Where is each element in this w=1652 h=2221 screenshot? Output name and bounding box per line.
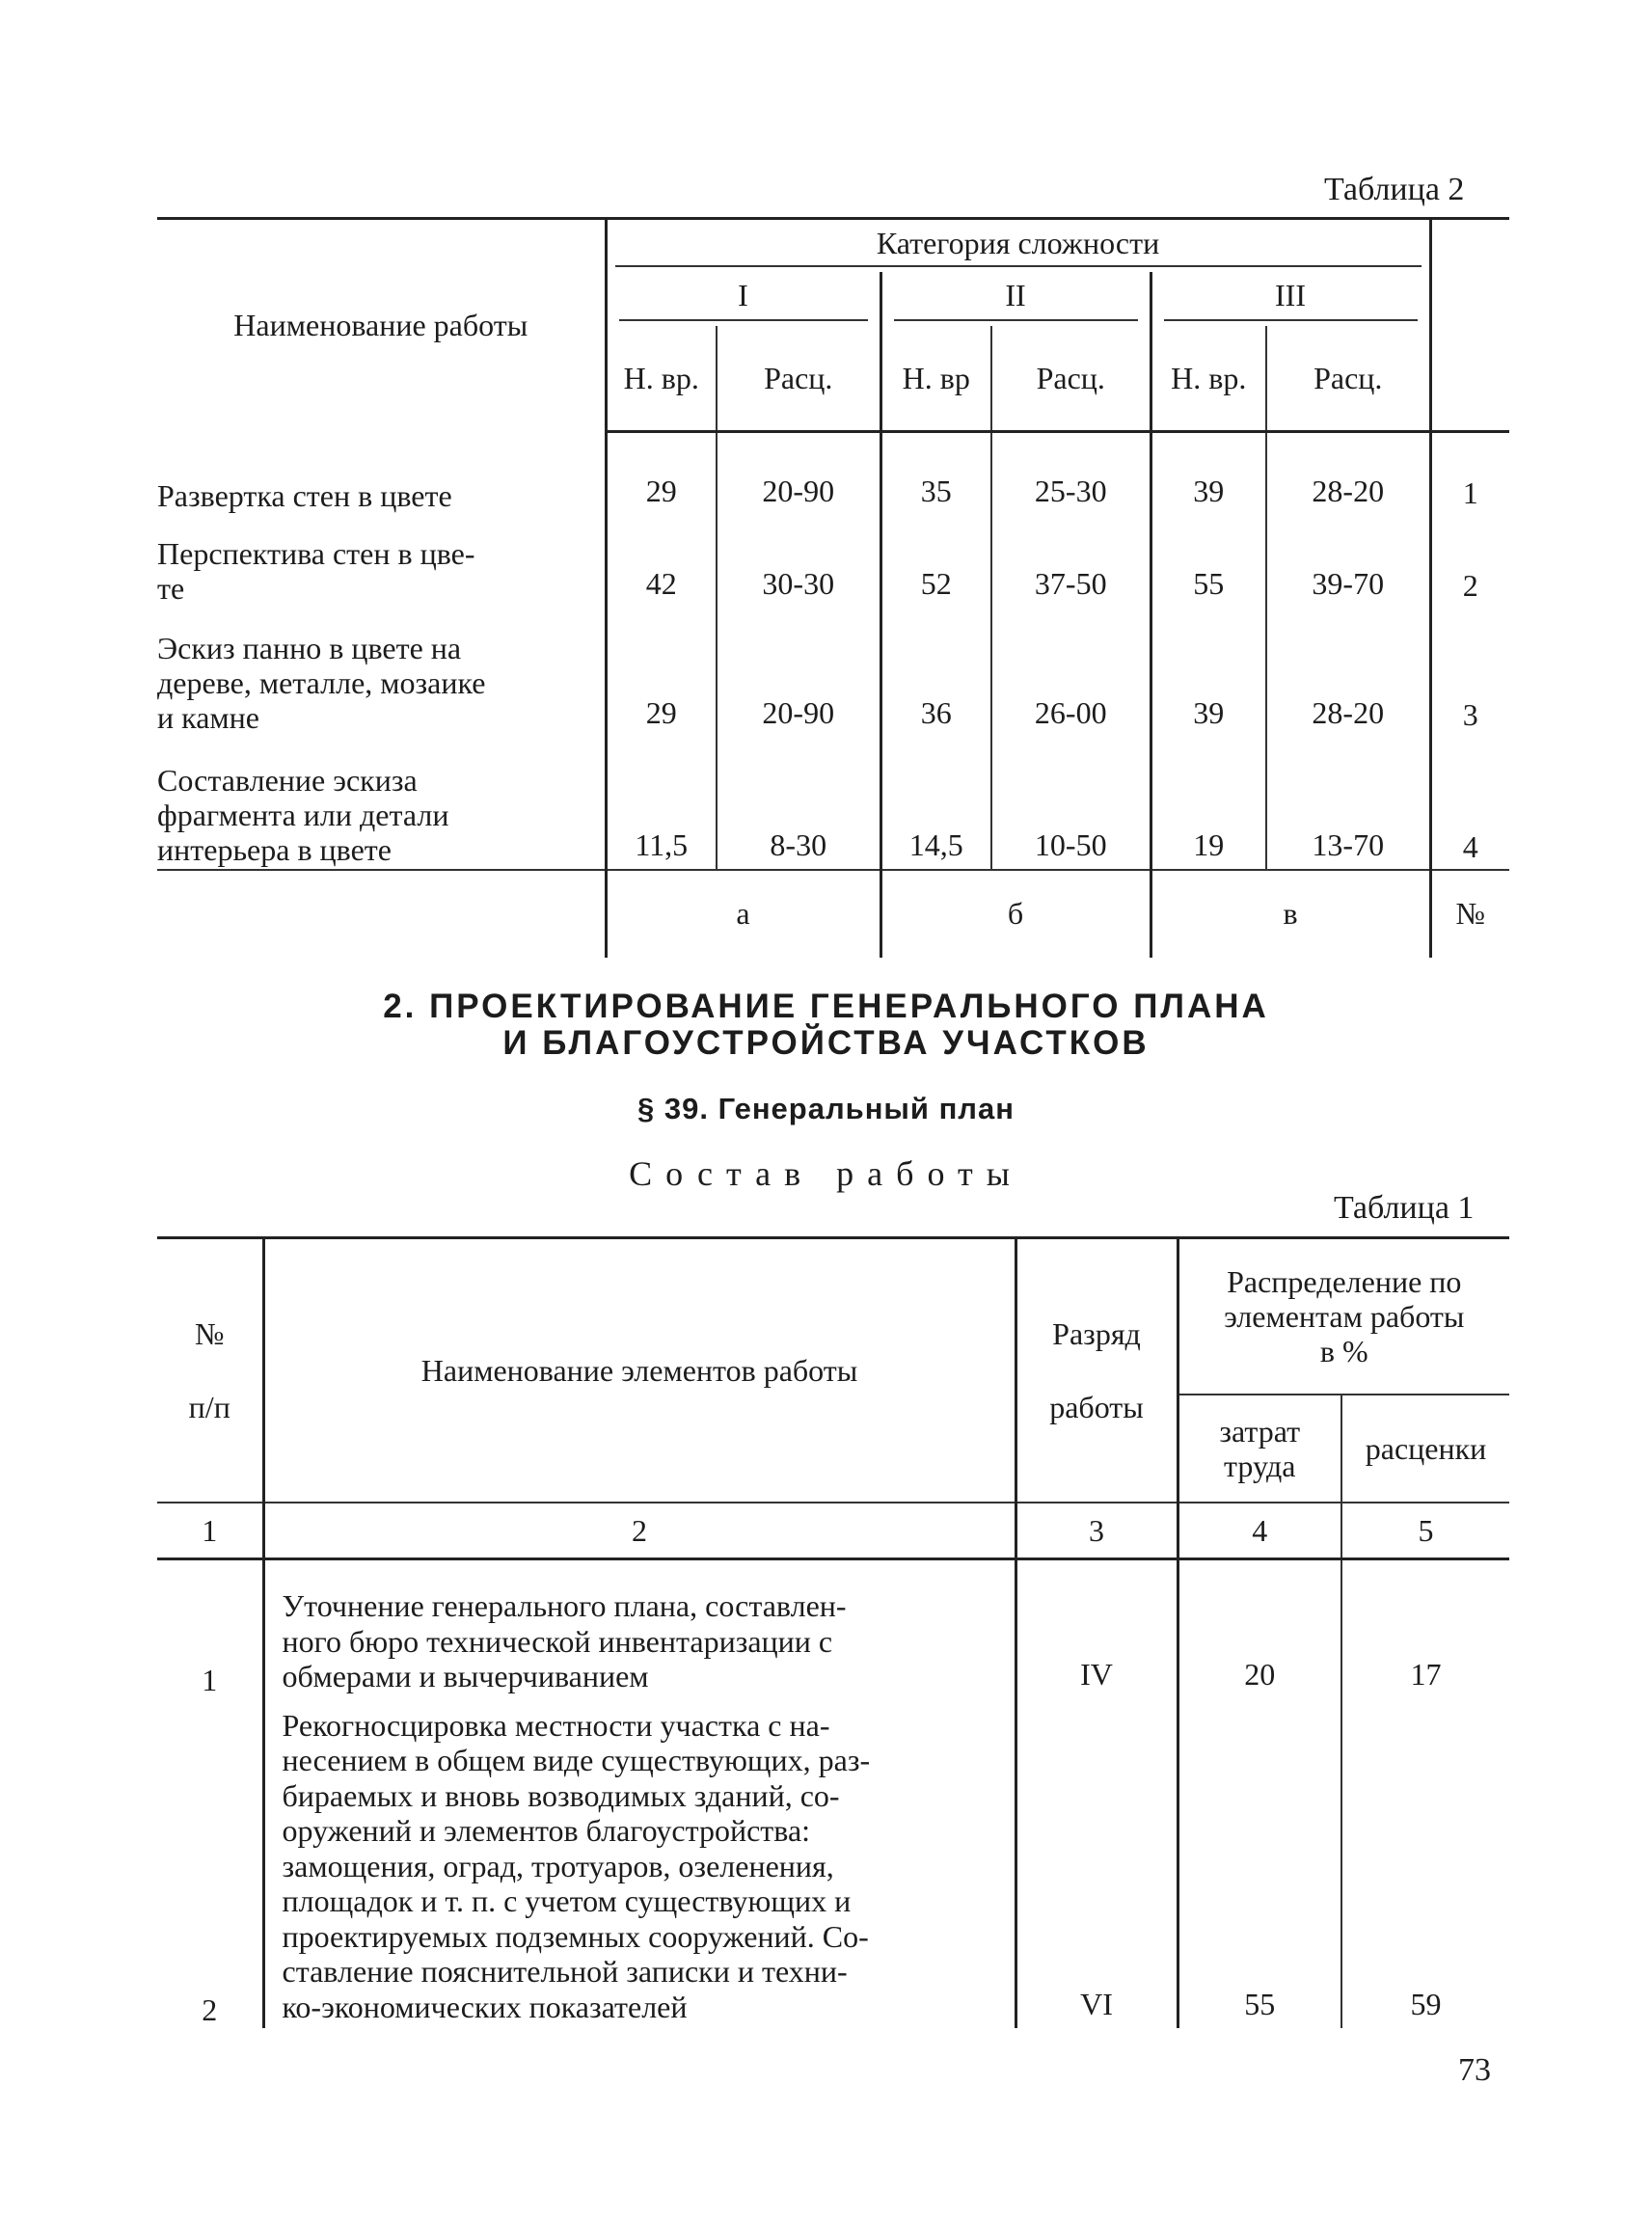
- table-2-row-index: 1: [1430, 432, 1509, 515]
- table-2-row-index: 2: [1430, 515, 1509, 608]
- table-2-row-name: Развертка стен в цвете: [157, 477, 452, 513]
- table-2-cell: 55: [1151, 515, 1266, 608]
- table-2-cell: 11,5: [606, 737, 717, 870]
- table-2-footer-label: в: [1151, 870, 1430, 958]
- table-2-cell: 35: [880, 432, 991, 515]
- table-1-row-rate: 59: [1341, 1698, 1509, 2029]
- table-2-cell: 20-90: [717, 608, 880, 737]
- table-2: [157, 217, 1509, 958]
- table-2-cell: 29: [606, 608, 717, 737]
- table-2-row-name: Эскиз панно в цвете на дереве, металле, мозаике и камне: [157, 630, 486, 735]
- table-1-row-rate: 17: [1341, 1559, 1509, 1698]
- table-1-row-name: Рекогносцировка местности участка с на- несением в общем виде существующих, раз- бираемых и вновь возводимых зданий, со- oружений и элементов благоустройства: замощения, оград, тротуаров, озеленения, площадок и т. п. с учетом существующих и проектируемых подземных сооружений. Со- ставление пояснительной записки и техни- ко-экономических показателей: [263, 1698, 1016, 2029]
- table-1-row-grade: IV: [1016, 1559, 1178, 1698]
- table-2-cell: 39: [1151, 432, 1266, 515]
- table-2-cell: 28-20: [1266, 608, 1430, 737]
- section-title: 2. ПРОЕКТИРОВАНИЕ ГЕНЕРАЛЬНОГО ПЛАНА И БЛАГОУСТРОЙСТВА УЧАСТКОВ: [383, 988, 1269, 1062]
- table-2-cell: 52: [880, 515, 991, 608]
- table-2-category-header: Категория сложности: [606, 219, 1430, 273]
- table-1-row-labor: 20: [1178, 1559, 1341, 1698]
- table-2-subheader: Расц.: [717, 326, 880, 432]
- table-1-distribution-header: Распределение по элементам работы в %: [1178, 1238, 1509, 1395]
- table-2-category-i: I: [606, 272, 880, 326]
- table-row: [157, 432, 1509, 515]
- table-1-column-number: 4: [1178, 1503, 1341, 1559]
- table-1-column-number: 5: [1341, 1503, 1509, 1559]
- table-row: [157, 1698, 1509, 2029]
- table-1-rate-header: расценки: [1341, 1395, 1509, 1503]
- page-number: 73: [1458, 2052, 1491, 2088]
- table-2-index-header: [1430, 219, 1509, 432]
- table-2-footer-label: №: [1430, 870, 1509, 958]
- table-2-row-index: 3: [1430, 608, 1509, 737]
- table-1-column-number: 2: [263, 1503, 1016, 1559]
- table-row: [157, 515, 1509, 608]
- table-2-footer-label: б: [880, 870, 1151, 958]
- table-2-category-iii: III: [1151, 272, 1430, 326]
- table-2-row-index: 4: [1430, 737, 1509, 870]
- table-2-name-header: Наименование работы: [157, 219, 606, 432]
- table-2-cell: 14,5: [880, 737, 991, 870]
- paragraph-title: § 39. Генеральный план: [637, 1092, 1015, 1125]
- table-1: [157, 1236, 1509, 2028]
- table-2-cell: 10-50: [991, 737, 1151, 870]
- table-1-row-grade: VI: [1016, 1698, 1178, 2029]
- table-2-caption: Таблица 2: [1324, 172, 1465, 207]
- table-2-category-ii: II: [880, 272, 1151, 326]
- table-row: [157, 608, 1509, 737]
- table-2-footer-label: а: [606, 870, 880, 958]
- table-2-cell: 42: [606, 515, 717, 608]
- table-2-subheader: Н. вр.: [1151, 326, 1266, 432]
- table-2-cell: 39: [1151, 608, 1266, 737]
- table-1-name-header: Наименование элементов работы: [263, 1238, 1016, 1503]
- table-1-row-labor: 55: [1178, 1698, 1341, 2029]
- table-2-cell: 29: [606, 432, 717, 515]
- table-1-grade-header: Разряд работы: [1016, 1238, 1178, 1503]
- table-2-cell: 20-90: [717, 432, 880, 515]
- table-1-caption: Таблица 1: [1334, 1190, 1475, 1226]
- table-row: [157, 1559, 1509, 1698]
- table-2-cell: 19: [1151, 737, 1266, 870]
- table-2-cell: 36: [880, 608, 991, 737]
- table-1-row-num: 2: [202, 1992, 218, 2027]
- table-2-cell: 28-20: [1266, 432, 1430, 515]
- table-2-footer-spacer: [157, 870, 606, 958]
- table-2-row-name: Составление эскиза фрагмента или детали интерьера в цвете: [157, 737, 606, 870]
- table-2-cell: 37-50: [991, 515, 1151, 608]
- table-1-row-num: 1: [202, 1662, 218, 1697]
- table-2-subheader: Н. вр.: [606, 326, 717, 432]
- table-2-cell: 25-30: [991, 432, 1151, 515]
- table-2-cell: 8-30: [717, 737, 880, 870]
- table-1-column-number: 3: [1016, 1503, 1178, 1559]
- table-1-row-name: Уточнение генерального плана, составлен- ного бюро технической инвентаризации с обмерами и вычерчиванием: [263, 1559, 1016, 1698]
- table-1-column-number: 1: [157, 1503, 263, 1559]
- table-2-cell: 39-70: [1266, 515, 1430, 608]
- table-2-subheader: Н. вр: [880, 326, 991, 432]
- table-2-subheader: Расц.: [1266, 326, 1430, 432]
- table-row: [157, 737, 1509, 870]
- table-2-cell: 26-00: [991, 608, 1151, 737]
- table-2-row-name: Перспектива стен в цве- те: [157, 535, 475, 606]
- table-1-labor-header: затрат труда: [1178, 1395, 1341, 1503]
- table-2-cell: 13-70: [1266, 737, 1430, 870]
- table-2-cell: 30-30: [717, 515, 880, 608]
- table-1-num-header: № п/п: [157, 1238, 263, 1503]
- subtitle: Состав работы: [629, 1154, 1023, 1193]
- table-2-subheader: Расц.: [991, 326, 1151, 432]
